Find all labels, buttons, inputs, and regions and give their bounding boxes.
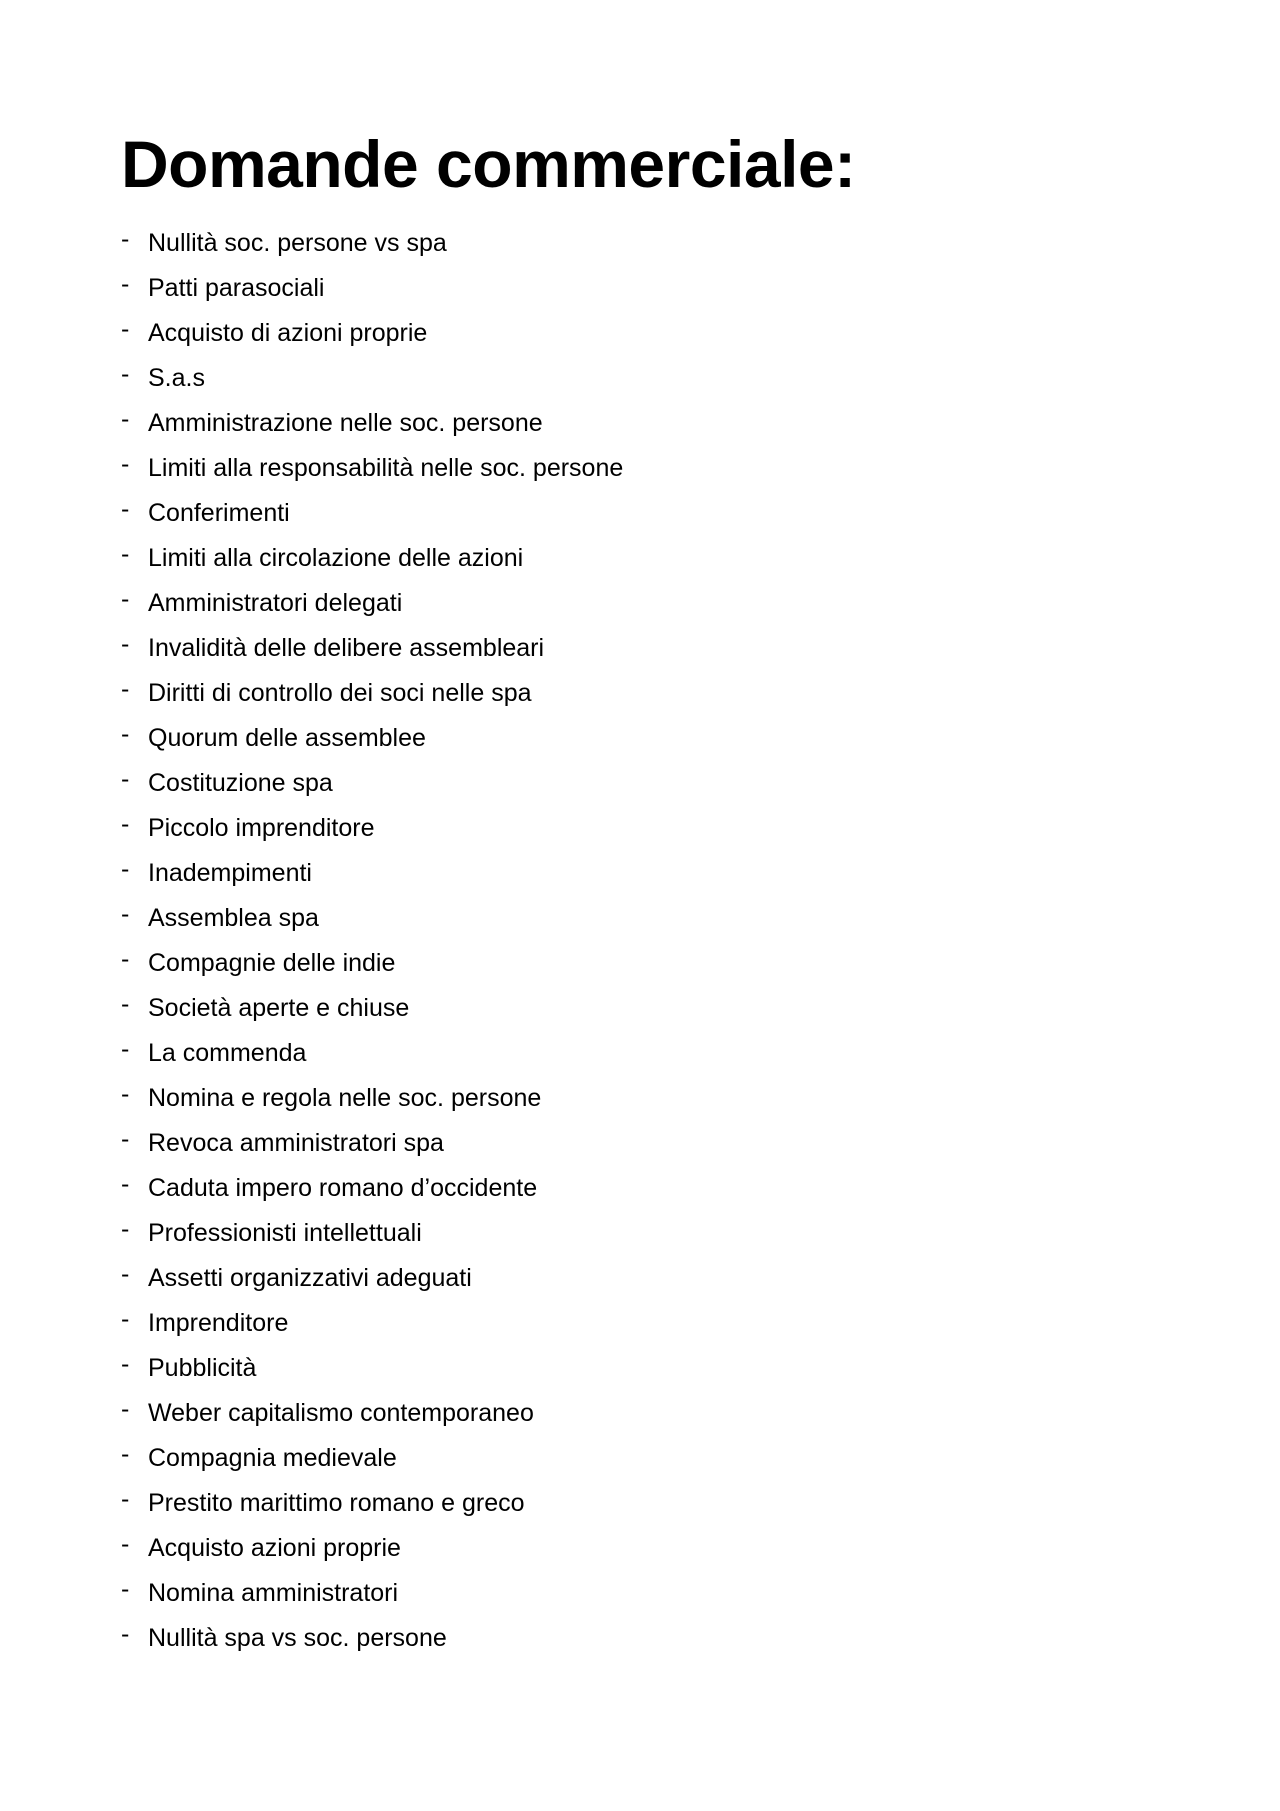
question-label: Costituzione spa bbox=[148, 769, 333, 797]
bullet-dash: - bbox=[121, 675, 130, 703]
question-label: Nomina e regola nelle soc. persone bbox=[148, 1084, 542, 1112]
question-label: Acquisto azioni proprie bbox=[148, 1534, 401, 1562]
question-label: Weber capitalismo contemporaneo bbox=[148, 1399, 534, 1427]
bullet-dash: - bbox=[121, 1575, 130, 1603]
bullet-dash: - bbox=[121, 765, 130, 793]
list-item bbox=[121, 626, 623, 671]
question-label: Caduta impero romano d’occidente bbox=[148, 1174, 538, 1202]
list-item bbox=[121, 1121, 623, 1166]
bullet-dash: - bbox=[121, 495, 130, 523]
question-label: Acquisto di azioni proprie bbox=[148, 319, 428, 347]
list-item bbox=[121, 1346, 623, 1391]
bullet-dash: - bbox=[121, 1170, 130, 1198]
list-item bbox=[121, 311, 623, 356]
bullet-dash: - bbox=[121, 315, 130, 343]
bullet-dash: - bbox=[121, 1440, 130, 1468]
bullet-dash: - bbox=[121, 1395, 130, 1423]
bullet-dash: - bbox=[121, 1305, 130, 1333]
question-label: Amministrazione nelle soc. persone bbox=[148, 409, 543, 437]
bullet-dash: - bbox=[121, 990, 130, 1018]
list-item bbox=[121, 491, 623, 536]
bullet-dash: - bbox=[121, 450, 130, 478]
question-label: Invalidità delle delibere assembleari bbox=[148, 634, 545, 662]
question-label: Amministratori delegati bbox=[148, 589, 403, 617]
list-item bbox=[121, 806, 623, 851]
list-item bbox=[121, 1436, 623, 1481]
question-label: Limiti alla responsabilità nelle soc. persone bbox=[148, 454, 624, 482]
page-title: Domande commerciale: bbox=[121, 127, 856, 201]
list-item bbox=[121, 1211, 623, 1256]
list-item bbox=[121, 1256, 623, 1301]
list-item bbox=[121, 446, 623, 491]
bullet-dash: - bbox=[121, 540, 130, 568]
bullet-dash: - bbox=[121, 855, 130, 883]
bullet-dash: - bbox=[121, 630, 130, 658]
bullet-dash: - bbox=[121, 900, 130, 928]
list-item bbox=[121, 221, 623, 266]
question-label: Società aperte e chiuse bbox=[148, 994, 410, 1022]
list-item bbox=[121, 1301, 623, 1346]
question-label: Patti parasociali bbox=[148, 274, 325, 302]
bullet-dash: - bbox=[121, 1530, 130, 1558]
list-item bbox=[121, 1076, 623, 1121]
question-label: Nomina amministratori bbox=[148, 1579, 399, 1607]
bullet-dash: - bbox=[121, 1035, 130, 1063]
bullet-dash: - bbox=[121, 1485, 130, 1513]
question-label: Quorum delle assemblee bbox=[148, 724, 426, 752]
bullet-dash: - bbox=[121, 360, 130, 388]
list-item bbox=[121, 401, 623, 446]
bullet-dash: - bbox=[121, 225, 130, 253]
question-label: Nullità soc. persone vs spa bbox=[148, 229, 447, 257]
list-item bbox=[121, 986, 623, 1031]
question-label: Pubblicità bbox=[148, 1354, 257, 1382]
bullet-dash: - bbox=[121, 585, 130, 613]
question-label: S.a.s bbox=[148, 364, 205, 392]
question-label: Imprenditore bbox=[148, 1309, 289, 1337]
bullet-dash: - bbox=[121, 1260, 130, 1288]
list-item bbox=[121, 1391, 623, 1436]
bullet-dash: - bbox=[121, 1125, 130, 1153]
question-label: Revoca amministratori spa bbox=[148, 1129, 444, 1157]
question-label: Nullità spa vs soc. persone bbox=[148, 1624, 447, 1652]
question-label: La commenda bbox=[148, 1039, 307, 1067]
list-item bbox=[121, 1031, 623, 1076]
bullet-dash: - bbox=[121, 1350, 130, 1378]
bullet-dash: - bbox=[121, 270, 130, 298]
list-item bbox=[121, 266, 623, 311]
list-item bbox=[121, 671, 623, 716]
bullet-dash: - bbox=[121, 810, 130, 838]
question-label: Conferimenti bbox=[148, 499, 290, 527]
question-label: Assemblea spa bbox=[148, 904, 319, 932]
list-item bbox=[121, 896, 623, 941]
list-item bbox=[121, 1481, 623, 1526]
list-item bbox=[121, 851, 623, 896]
question-label: Professionisti intellettuali bbox=[148, 1219, 422, 1247]
question-list bbox=[121, 221, 623, 1661]
list-item bbox=[121, 356, 623, 401]
bullet-dash: - bbox=[121, 945, 130, 973]
list-item bbox=[121, 536, 623, 581]
list-item bbox=[121, 1616, 623, 1661]
bullet-dash: - bbox=[121, 1620, 130, 1648]
list-item bbox=[121, 941, 623, 986]
bullet-dash: - bbox=[121, 1215, 130, 1243]
question-label: Prestito marittimo romano e greco bbox=[148, 1489, 525, 1517]
bullet-dash: - bbox=[121, 1080, 130, 1108]
question-label: Compagnie delle indie bbox=[148, 949, 396, 977]
question-label: Piccolo imprenditore bbox=[148, 814, 375, 842]
list-item bbox=[121, 581, 623, 626]
list-item bbox=[121, 716, 623, 761]
bullet-dash: - bbox=[121, 720, 130, 748]
question-label: Diritti di controllo dei soci nelle spa bbox=[148, 679, 532, 707]
question-label: Compagnia medievale bbox=[148, 1444, 397, 1472]
list-item bbox=[121, 761, 623, 806]
question-label: Assetti organizzativi adeguati bbox=[148, 1264, 472, 1292]
question-label: Limiti alla circolazione delle azioni bbox=[148, 544, 524, 572]
list-item bbox=[121, 1166, 623, 1211]
question-label: Inadempimenti bbox=[148, 859, 312, 887]
bullet-dash: - bbox=[121, 405, 130, 433]
list-item bbox=[121, 1571, 623, 1616]
list-item bbox=[121, 1526, 623, 1571]
